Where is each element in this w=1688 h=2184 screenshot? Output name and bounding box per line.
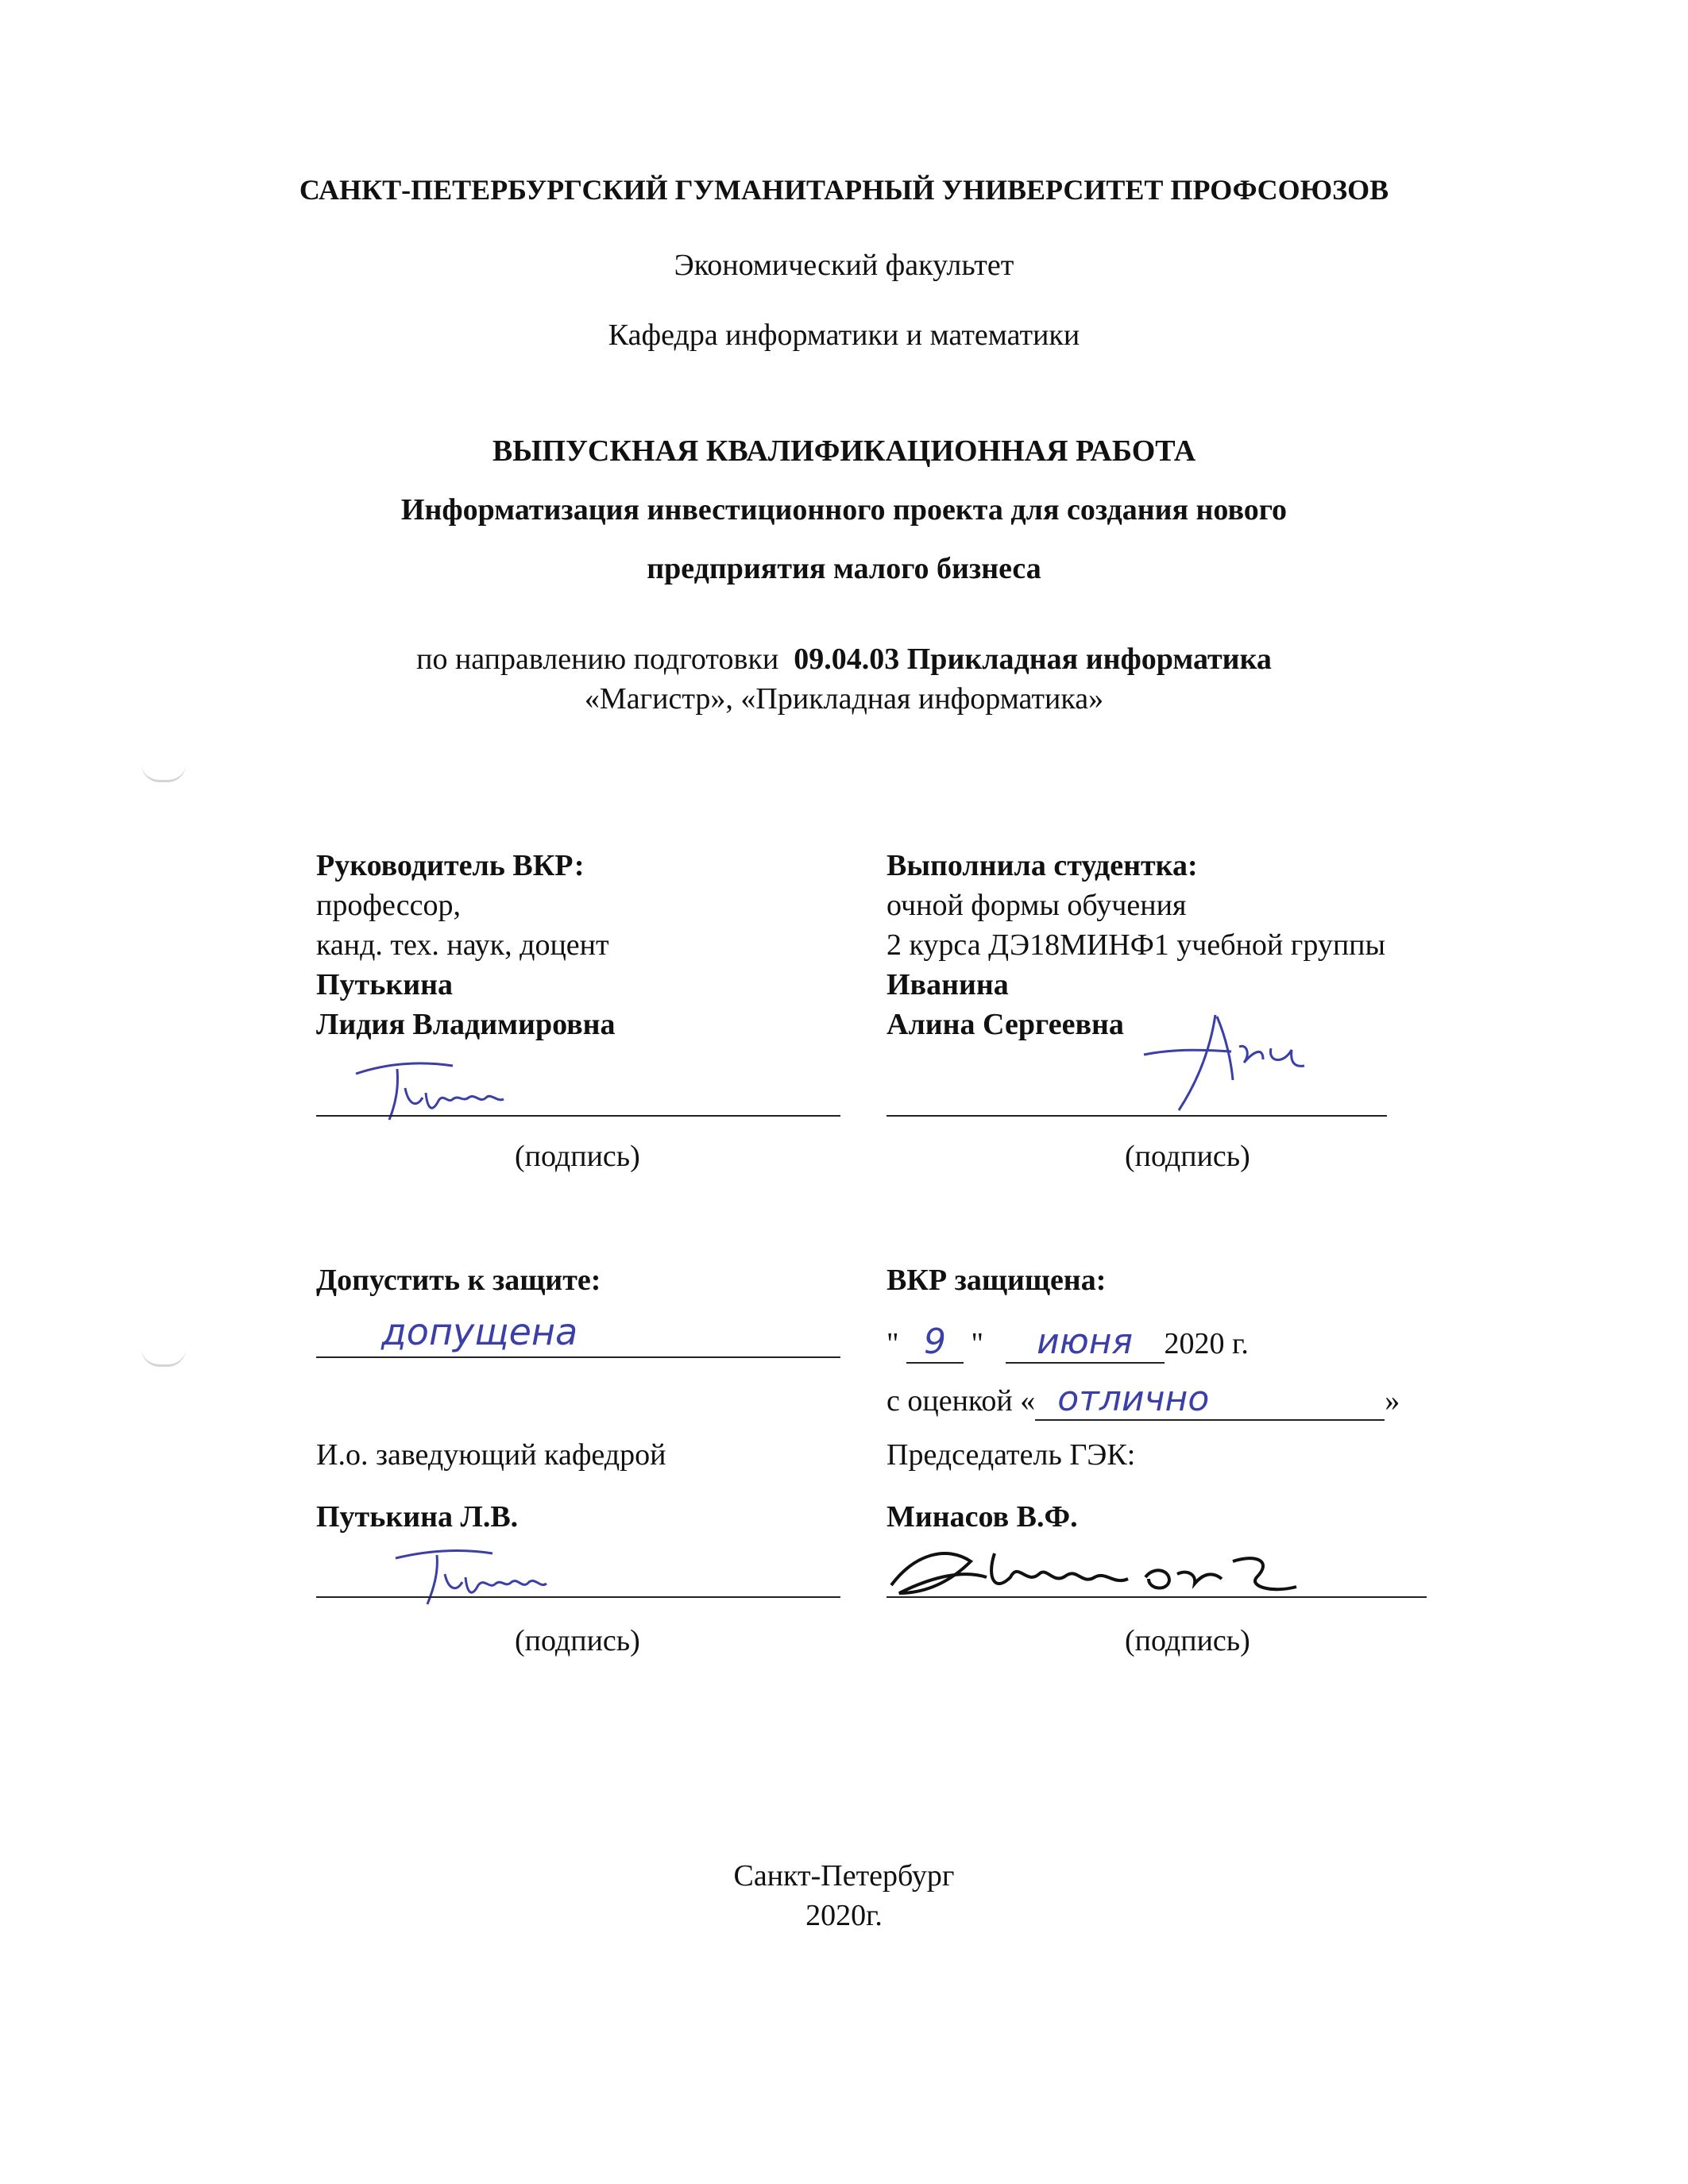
commission-chair-signature-caption: (подпись)	[1125, 1624, 1250, 1657]
supervisor-heading: Руководитель ВКР:	[316, 849, 585, 882]
commission-chair-title: Председатель ГЭК:	[886, 1438, 1136, 1472]
university-name: САНКТ-ПЕТЕРБУРГСКИЙ ГУМАНИТАРНЫЙ УНИВЕРСИТЕТ ПРОФСОЮЗОВ	[299, 174, 1389, 206]
defense-date-line	[886, 1322, 1249, 1364]
supervisor-signature	[350, 1056, 556, 1128]
admission-handwritten-value: допущена	[381, 1310, 578, 1353]
grade-prefix: с оценкой «	[886, 1384, 1036, 1418]
student-group: 2 курса ДЭ18МИНФ1 учебной группы	[886, 928, 1386, 962]
supervisor-given-names: Лидия Владимировна	[316, 1008, 616, 1041]
city: Санкт-Петербург	[733, 1859, 955, 1893]
work-title-line-2: предприятия малого бизнеса	[647, 552, 1041, 585]
date-quote-close: "	[971, 1327, 984, 1360]
supervisor-signature-caption: (подпись)	[515, 1140, 640, 1173]
defense-month: июня	[1037, 1322, 1133, 1362]
punch-hole-mark	[141, 764, 186, 782]
direction-code-name: 09.04.03 Прикладная информатика	[794, 642, 1272, 676]
defense-grade: отлично	[1057, 1379, 1210, 1419]
department-name: Кафедра информатики и математики	[608, 318, 1080, 352]
direction-line	[0, 642, 1688, 677]
student-given-names: Алина Сергеевна	[886, 1008, 1124, 1041]
grade-suffix: »	[1385, 1384, 1400, 1418]
date-quote-open: "	[886, 1327, 899, 1360]
supervisor-degree: канд. тех. наук, доцент	[316, 928, 609, 962]
supervisor-signature-line	[316, 1115, 840, 1117]
admission-heading: Допустить к защите:	[316, 1264, 601, 1297]
work-type: ВЫПУСКНАЯ КВАЛИФИКАЦИОННАЯ РАБОТА	[492, 434, 1196, 468]
student-surname: Иванина	[886, 968, 1009, 1001]
direction-prefix: по направлению подготовки	[416, 642, 779, 676]
student-signature	[1128, 991, 1319, 1118]
department-head-signature-line	[316, 1596, 840, 1598]
work-title-line-1: Информатизация инвестиционного проекта для создания нового	[400, 493, 1288, 527]
supervisor-position: профессор,	[316, 889, 462, 922]
supervisor-surname: Путькина	[316, 968, 454, 1001]
department-head-signature	[389, 1545, 596, 1609]
department-head-name: Путькина Л.В.	[316, 1500, 519, 1534]
defense-heading: ВКР защищена:	[886, 1264, 1107, 1297]
defense-grade-line	[886, 1379, 1400, 1421]
student-heading: Выполнила студентка:	[886, 849, 1198, 882]
student-signature-line	[886, 1115, 1387, 1117]
punch-hole-mark	[141, 1349, 186, 1367]
commission-chair-signature	[883, 1530, 1328, 1617]
admission-line	[316, 1356, 840, 1358]
defense-year: 2020 г.	[1164, 1327, 1249, 1360]
direction-profile: «Магистр», «Прикладная информатика»	[584, 682, 1104, 716]
year: 2020г.	[805, 1899, 883, 1932]
commission-chair-signature-line	[886, 1596, 1427, 1598]
student-study-form: очной формы обучения	[886, 889, 1187, 922]
department-head-signature-caption: (подпись)	[515, 1624, 640, 1657]
department-head-title: И.о. заведующий кафедрой	[316, 1438, 666, 1472]
student-signature-caption: (подпись)	[1125, 1140, 1250, 1173]
commission-chair-name: Минасов В.Ф.	[886, 1500, 1078, 1534]
defense-day: 9	[924, 1322, 947, 1362]
faculty-name: Экономический факультет	[674, 249, 1014, 282]
